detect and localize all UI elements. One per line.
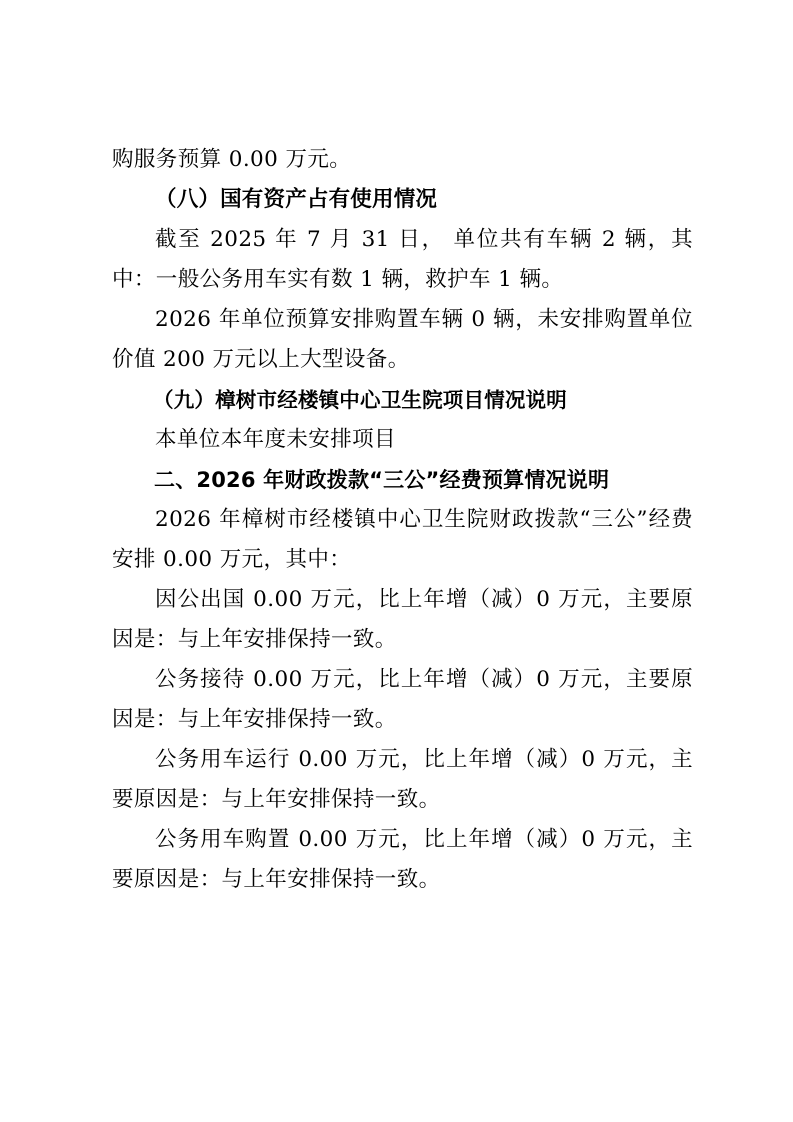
heading-three-public-expenses: 二、2026 年财政拨款“三公”经费预算情况说明 [154,468,610,492]
heading-state-assets: （八）国有资产占有使用情况 [155,187,438,212]
paragraph-vehicle-operation: 公务用车运行 0.00 万元，比上年增（减）0 万元，主要原因是：与上年安排保持一致。 [112,747,693,812]
paragraph-overseas-travel: 因公出国 0.00 万元，比上年增（减）0 万元，主要原因是：与上年安排保持一致。 [112,587,693,652]
paragraph-vehicles: 截至 2025 年 7 月 31 日， 单位共有车辆 2 辆，其中：一般公务用车实有数 1 辆，救护车 1 辆。 [112,227,693,292]
document-body [112,140,693,900]
heading-project-note: （九）樟树市经楼镇中心卫生院项目情况说明 [153,388,567,412]
paragraph-line-continuation: 购服务预算 0.00 万元。 [112,147,352,172]
paragraph-three-public-total: 2026 年樟树市经楼镇中心卫生院财政拨款“三公”经费安排 0.00 万元，其中： [112,507,693,572]
paragraph-no-project: 本单位本年度未安排项目 [155,427,396,452]
paragraph-vehicle-budget: 2026 年单位预算安排购置车辆 0 辆，未安排购置单位价值 200 万元以上大型设备。 [112,307,693,372]
paragraph-official-reception: 公务接待 0.00 万元，比上年增（减）0 万元，主要原因是：与上年安排保持一致。 [112,667,693,732]
paragraph-vehicle-purchase: 公务用车购置 0.00 万元，比上年增（减）0 万元，主要原因是：与上年安排保持一致。 [112,827,693,892]
